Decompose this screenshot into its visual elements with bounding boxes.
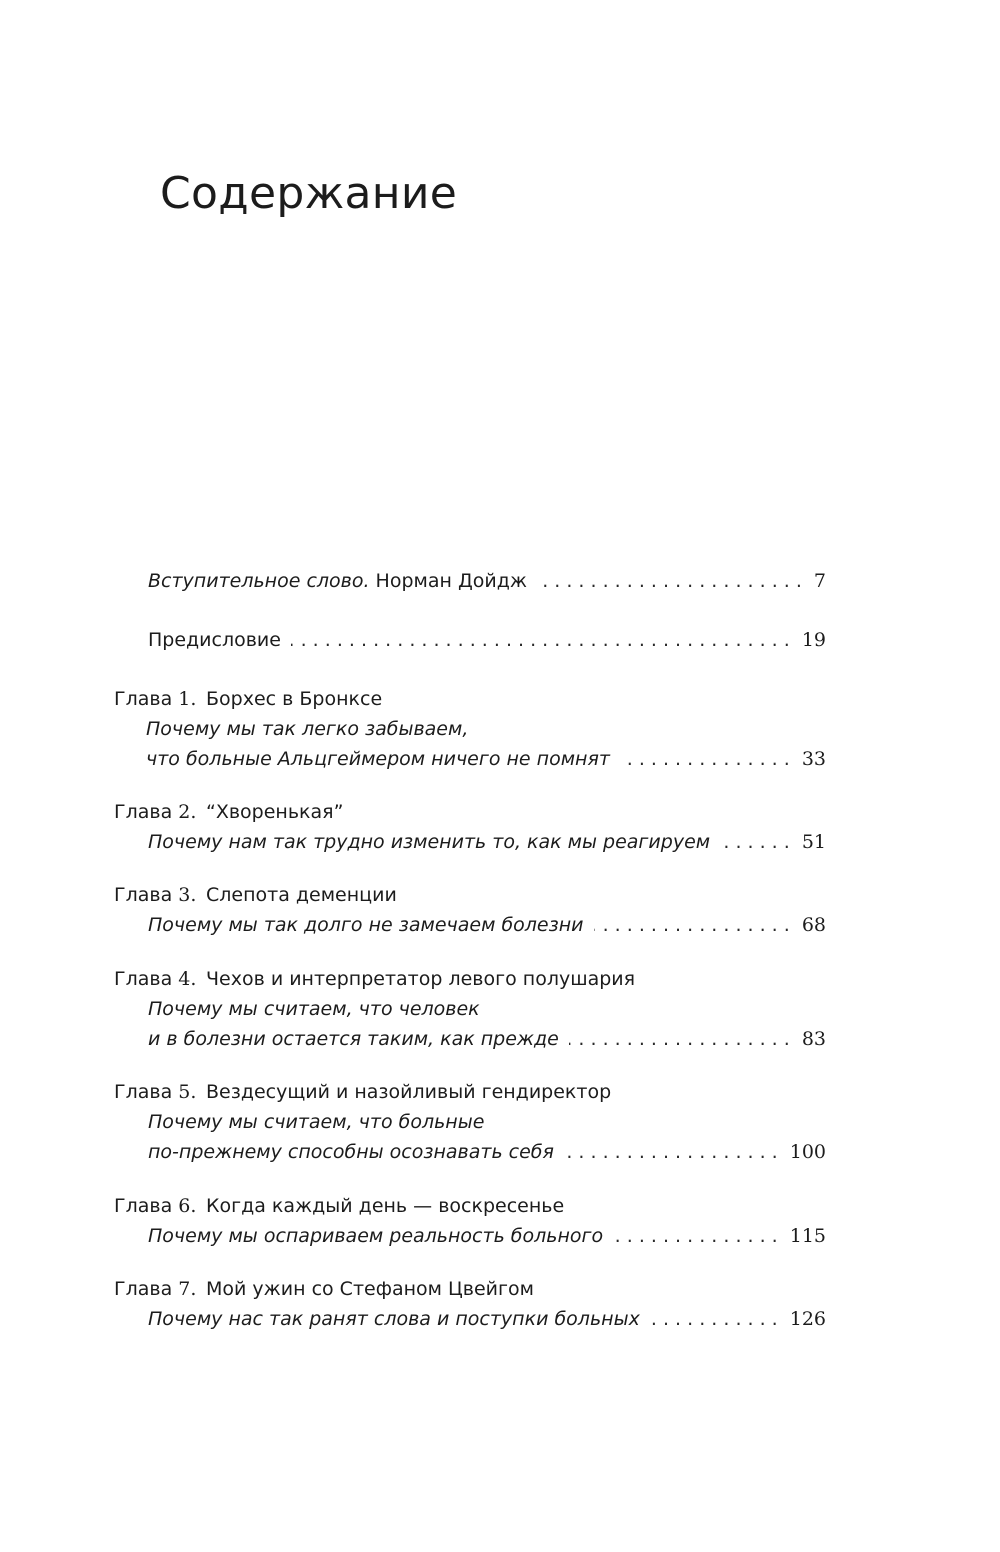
chapter-heading-2[interactable] <box>114 797 343 827</box>
chapter-subtitle-2[interactable]: Почему нам так трудно изменить то, как мы реагируем . . . 51 <box>148 827 826 857</box>
page-number: 7 <box>813 570 826 592</box>
chapter-title: Когда каждый день — воскресенье <box>206 1195 565 1217</box>
chapter-subtitle-1b[interactable]: что больные Альцгеймером ничего не помнят . . . 33 <box>146 744 826 774</box>
page-title: Содержание <box>160 168 458 219</box>
chapter-heading-4[interactable] <box>114 964 635 994</box>
page-number: 126 <box>789 1308 826 1330</box>
chapter-subtitle-5a: Почему мы считаем, что больные <box>148 1111 485 1133</box>
page-number: 19 <box>801 629 826 651</box>
page-number: 51 <box>801 831 826 853</box>
chapter-label: Глава 6. <box>114 1195 197 1217</box>
chapter-subtitle-5b[interactable]: по-прежнему способны осознавать себя . . . 100 <box>148 1137 826 1167</box>
dot-leader <box>564 1137 778 1167</box>
intro-author: Норман Дойдж <box>369 570 528 592</box>
preface-label: Предисловие <box>148 629 281 651</box>
toc-entry-preface[interactable] <box>148 625 826 655</box>
chapter-label: Глава 2. <box>114 801 197 823</box>
chapter-subtitle-4a: Почему мы считаем, что человек <box>148 998 480 1020</box>
chapter-heading-1[interactable] <box>114 684 382 714</box>
chapter-heading-3[interactable] <box>114 880 397 910</box>
page-number: 100 <box>789 1141 826 1163</box>
chapter-heading-5[interactable] <box>114 1077 611 1107</box>
chapter-subtitle-7[interactable]: Почему нас так ранят слова и поступки больных . . . 126 <box>148 1304 826 1334</box>
chapter-title: “Хворенькая” <box>206 801 344 823</box>
chapter-label: Глава 4. <box>114 968 197 990</box>
chapter-label: Глава 7. <box>114 1278 197 1300</box>
chapter-title: Слепота деменции <box>206 884 397 906</box>
dot-leader <box>650 1304 778 1334</box>
chapter-title: Чехов и интерпретатор левого полушария <box>206 968 636 990</box>
page-number: 83 <box>801 1028 826 1050</box>
chapter-label: Глава 3. <box>114 884 197 906</box>
chapter-subtitle-1a: Почему мы так легко забываем, <box>146 718 469 740</box>
dot-leader <box>594 910 790 940</box>
chapter-title: Мой ужин со Стефаном Цвейгом <box>206 1278 534 1300</box>
intro-text <box>148 566 527 596</box>
chapter-title: Вездесущий и назойливый гендиректор <box>206 1081 612 1103</box>
intro-italic: Вступительное слово. <box>148 570 370 592</box>
chapter-subtitle-3[interactable]: Почему мы так долго не замечаем болезни . . . 68 <box>148 910 826 940</box>
chapter-title: Борхес в Бронксе <box>206 688 383 710</box>
dot-leader <box>620 744 790 774</box>
dot-leader <box>291 625 790 655</box>
chapter-label: Глава 1. <box>114 688 197 710</box>
toc-entry-intro[interactable] <box>148 566 826 596</box>
page-number: 115 <box>789 1225 826 1247</box>
page-number: 68 <box>801 914 826 936</box>
chapter-label: Глава 5. <box>114 1081 197 1103</box>
page-number: 33 <box>801 748 826 770</box>
dot-leader <box>537 566 802 596</box>
chapter-heading-7[interactable] <box>114 1274 534 1304</box>
chapter-subtitle-6[interactable]: Почему мы оспариваем реальность больного . . . 115 <box>148 1221 826 1251</box>
dot-leader <box>613 1221 778 1251</box>
dot-leader <box>569 1024 790 1054</box>
chapter-heading-6[interactable] <box>114 1191 564 1221</box>
chapter-subtitle-4b[interactable]: и в болезни остается таким, как прежде . . . 83 <box>148 1024 826 1054</box>
dot-leader <box>720 827 790 857</box>
